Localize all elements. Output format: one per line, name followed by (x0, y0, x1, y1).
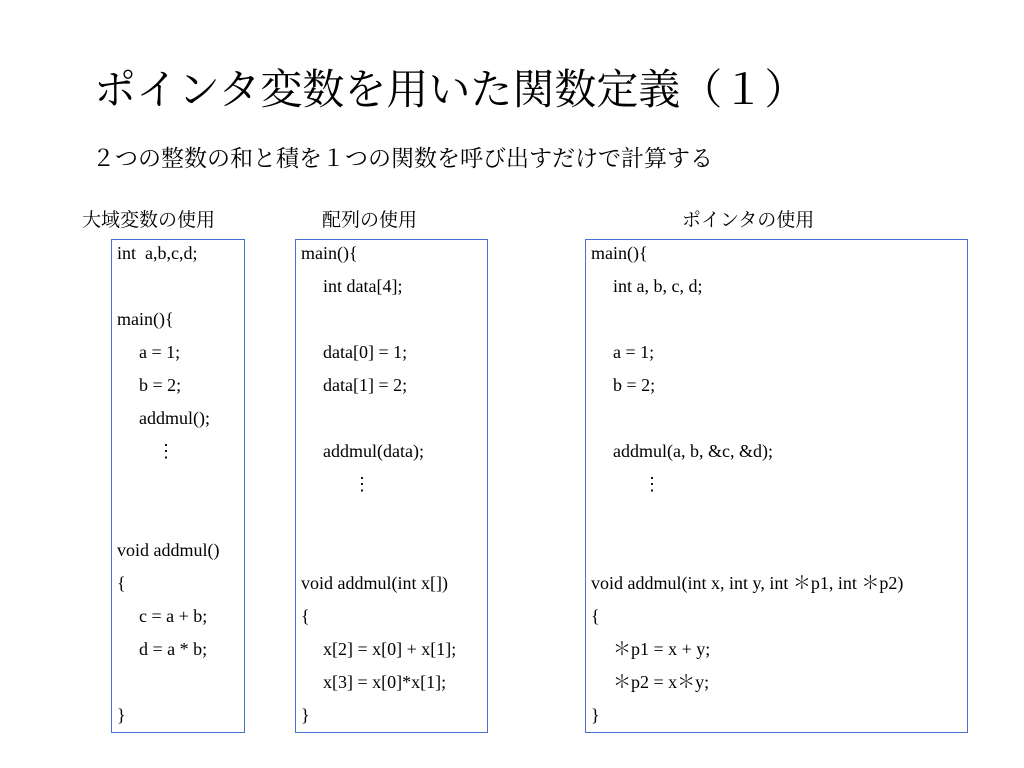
code-line: data[1] = 2; (323, 375, 408, 395)
code-listing-global (112, 240, 244, 735)
heading-global-variables: 大域変数の使用 (82, 209, 216, 231)
code-line: c = a + b; (139, 606, 208, 626)
code-line: void addmul(int x[]) (301, 573, 448, 593)
code-line (296, 405, 487, 438)
code-line: void addmul(int x, int y, int ＊p1, int ＊p2) (591, 573, 904, 593)
code-line: main(){ (117, 309, 174, 329)
code-line: addmul(); (139, 408, 210, 428)
code-line: x[2] = x[0] + x[1]; (323, 639, 457, 659)
slide-title: ポインタ変数を用いた関数定義（１） (94, 65, 807, 114)
code-line: ＊p1 = x + y; (613, 639, 711, 659)
code-line (296, 504, 487, 537)
code-line: main(){ (301, 243, 358, 263)
code-line: } (301, 705, 310, 725)
code-line: addmul(data); (323, 441, 424, 461)
code-line: { (591, 606, 600, 626)
code-line: } (117, 705, 126, 725)
code-box-array (295, 239, 488, 733)
code-line: x[3] = x[0]*x[1]; (323, 672, 447, 692)
code-line: int data[4]; (323, 276, 403, 296)
code-line: main(){ (591, 243, 648, 263)
code-line: ＊p2 = x＊y; (613, 672, 710, 692)
code-line: int a,b,c,d; (117, 243, 198, 263)
slide-subtitle: ２つの整数の和と積を１つの関数を呼び出すだけで計算する (92, 146, 713, 172)
code-listing-pointer (586, 240, 967, 735)
code-line (296, 537, 487, 570)
code-line (112, 669, 244, 702)
code-box-pointer (585, 239, 968, 733)
code-line (296, 306, 487, 339)
code-line (112, 273, 244, 306)
heading-array: 配列の使用 (322, 209, 418, 231)
code-line: d = a * b; (139, 639, 208, 659)
code-line: { (117, 573, 126, 593)
code-line (586, 537, 967, 570)
code-line: b = 2; (139, 375, 182, 395)
code-line: { (301, 606, 310, 626)
code-line (586, 504, 967, 537)
code-box-global (111, 239, 245, 733)
code-line: a = 1; (613, 342, 655, 362)
code-line: void addmul() (117, 540, 220, 560)
code-line: b = 2; (613, 375, 656, 395)
code-line: a = 1; (139, 342, 181, 362)
code-line (112, 504, 244, 537)
ellipsis-dots: ⋮ (353, 474, 371, 494)
ellipsis-dots: ⋮ (157, 441, 175, 461)
code-line (586, 306, 967, 339)
code-line: addmul(a, b, &c, &d); (613, 441, 773, 461)
heading-pointer: ポインタの使用 (682, 209, 815, 231)
code-listing-array (296, 240, 487, 735)
code-line: } (591, 705, 600, 725)
code-line: data[0] = 1; (323, 342, 408, 362)
ellipsis-dots: ⋮ (643, 474, 661, 494)
code-line: int a, b, c, d; (613, 276, 703, 296)
code-line (112, 471, 244, 504)
code-line (586, 405, 967, 438)
